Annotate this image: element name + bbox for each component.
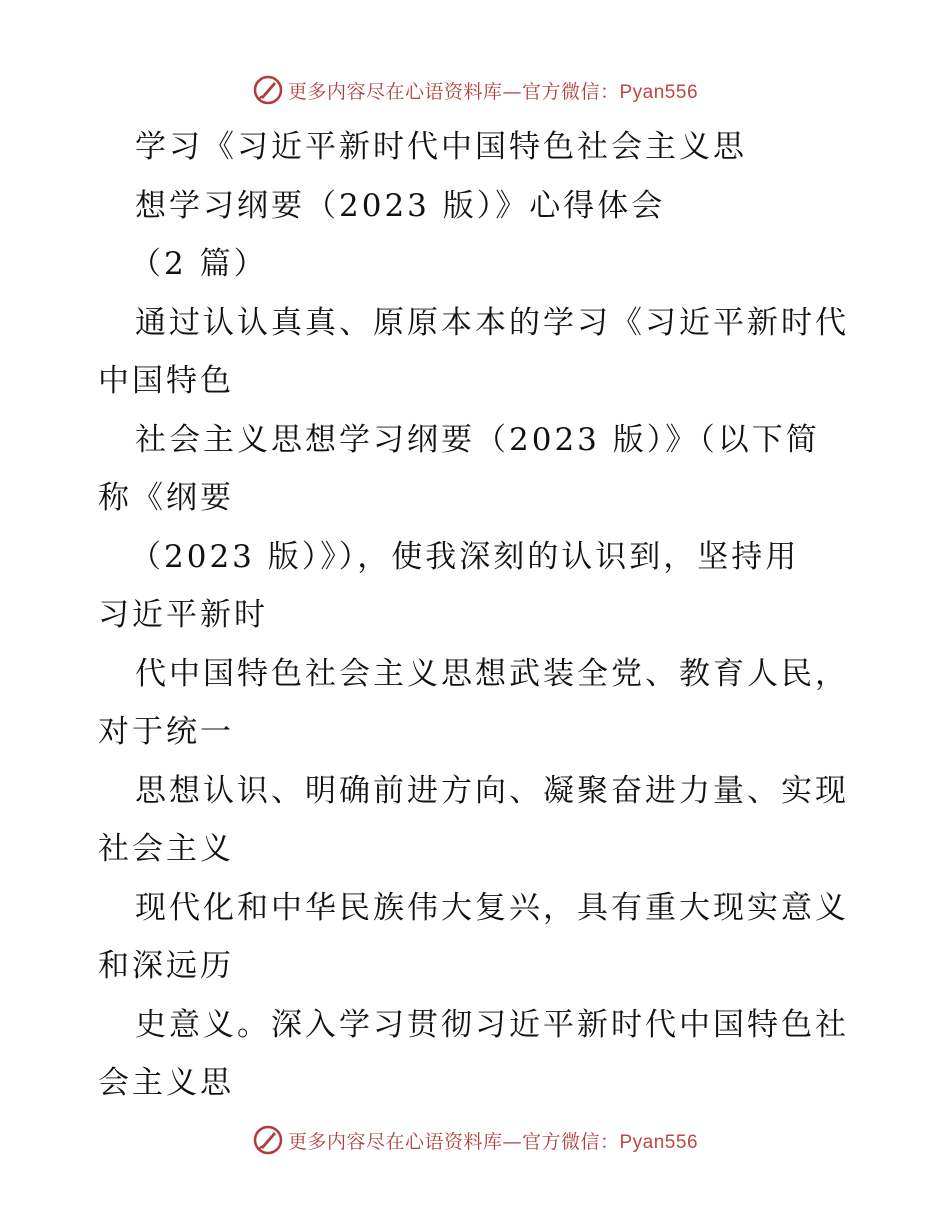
body-line: 称《纲要 [98, 480, 234, 516]
body-line: 史意义。深入学习贯彻习近平新时代中国特色社 [135, 1007, 849, 1043]
body-line: 社会主义 [98, 831, 234, 867]
body-line: 现代化和中华民族伟大复兴，具有重大现实意义 [135, 890, 849, 926]
quill-logo-icon [252, 1124, 284, 1156]
body-line: 和深远历 [98, 948, 234, 984]
header-banner [0, 70, 950, 110]
body-line: 社会主义思想学习纲要（2023 版）》（以下简 [135, 422, 820, 458]
body-line: 会主义思 [98, 1065, 234, 1101]
body-line: 通过认认真真、原原本本的学习《习近平新时代 [135, 305, 849, 341]
banner-text: 更多内容尽在心语资料库—官方微信：Pyan556 [287, 1130, 699, 1153]
body-line: 中国特色 [98, 363, 234, 399]
title-line-3: （2 篇） [130, 246, 268, 282]
body-line: 对于统一 [98, 714, 234, 750]
banner-text: 更多内容尽在心语资料库—官方微信：Pyan556 [287, 80, 699, 103]
body-line: （2023 版）》），使我深刻的认识到，坚持用 [130, 539, 800, 575]
wechat-id: Pyan556 [619, 1131, 699, 1153]
body-line: 习近平新时 [98, 597, 268, 633]
wechat-id: Pyan556 [619, 81, 699, 103]
title-line-1: 学习《习近平新时代中国特色社会主义思 [135, 129, 747, 165]
title-line-2: 想学习纲要（2023 版）》心得体会 [135, 188, 666, 224]
body-line: 代中国特色社会主义思想武装全党、教育人民， [135, 656, 849, 692]
quill-logo-icon [252, 74, 284, 106]
footer-banner [0, 1120, 950, 1160]
body-line: 思想认识、明确前进方向、凝聚奋进力量、实现 [135, 773, 849, 809]
